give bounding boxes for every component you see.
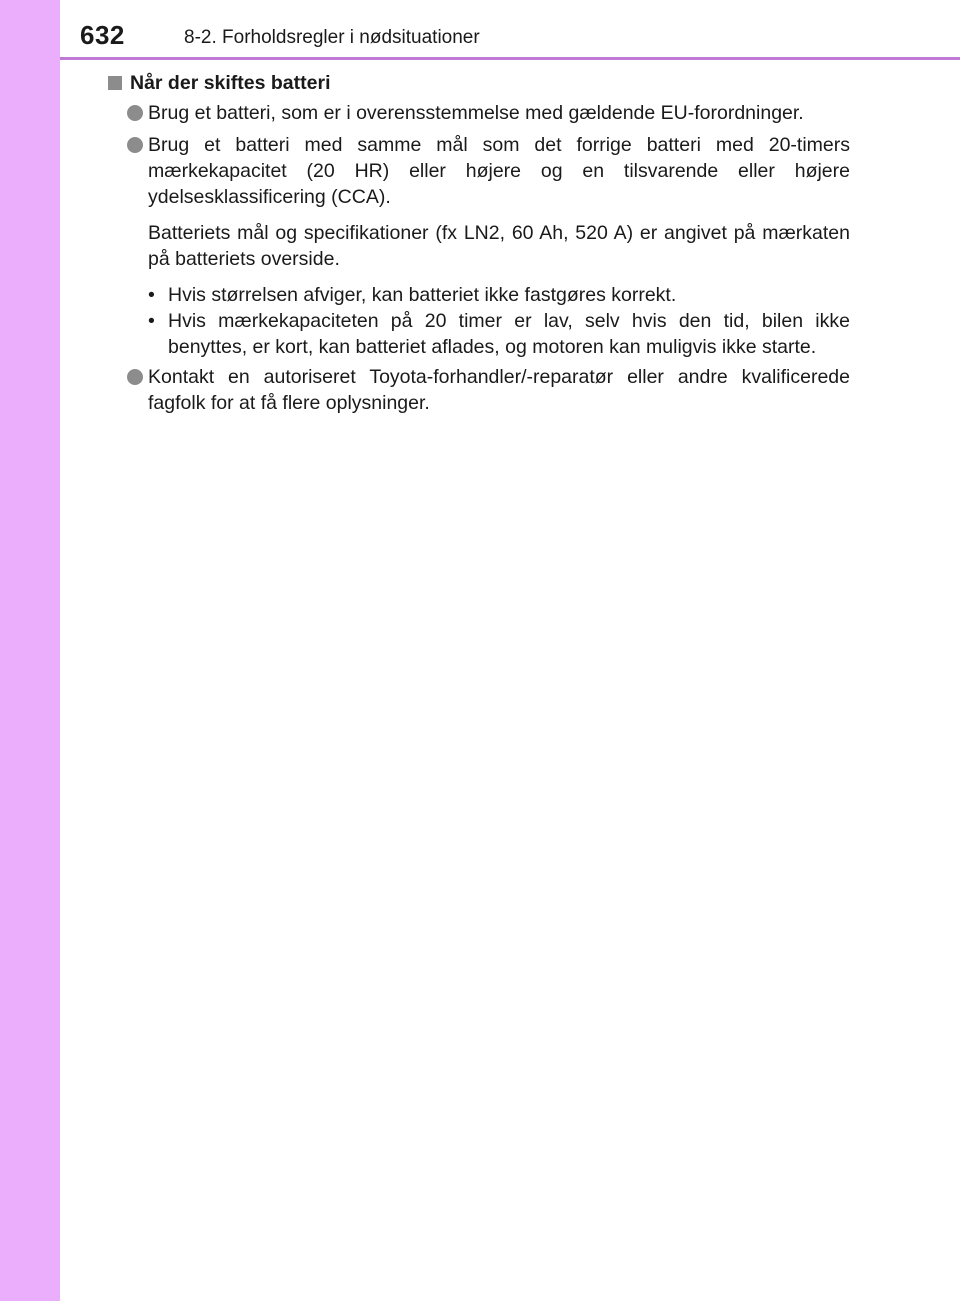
sub-list-item-text: Hvis mærkekapaciteten på 20 timer er lav, selv hvis den tid, bilen ikke benyttes, er kort, kan batteriet aflades, og motoren kan muligvis ikke starte. <box>168 310 850 358</box>
chapter-sidebar-tab <box>0 0 60 1301</box>
section-title: 8-2. Forholdsregler i nødsituationer <box>184 27 480 48</box>
list-item-text: Brug et batteri, som er i overensstemmelse med gældende EU-forordninger. <box>148 102 804 124</box>
circle-bullet-icon <box>127 137 143 153</box>
list-item-text: Kontakt en autoriseret Toyota-forhandler/-reparatør eller andre kvalificerede fagfolk for at få flere oplysninger. <box>148 366 850 414</box>
list-item <box>108 132 850 210</box>
list-item <box>108 100 850 126</box>
sub-list-item <box>148 282 850 308</box>
circle-bullet-icon <box>127 369 143 385</box>
battery-spec-note: Batteriets mål og specifikationer (fx LN2, 60 Ah, 520 A) er angivet på mærkaten på batteriets overside. <box>148 222 850 270</box>
page-number: 632 <box>80 20 125 50</box>
square-bullet-icon <box>108 76 122 90</box>
small-bullet-mark: • <box>148 284 155 306</box>
small-bullet-mark: • <box>148 310 155 332</box>
circle-bullet-icon <box>127 105 143 121</box>
section-heading-text: Når der skiftes batteri <box>130 72 331 94</box>
list-item <box>108 364 850 416</box>
section-heading <box>108 70 850 96</box>
header-divider <box>60 57 960 60</box>
sub-list-item <box>148 308 850 360</box>
page-content <box>108 70 850 422</box>
list-item-text: Brug et batteri med samme mål som det forrige batteri med 20-timers mærkekapacitet (20 HR) eller højere og en tilsvarende eller højere ydelsesklassificering (CCA). <box>148 134 850 208</box>
sub-list-item-text: Hvis størrelsen afviger, kan batteriet ikke fastgøres korrekt. <box>168 284 677 306</box>
sub-list <box>108 282 850 360</box>
